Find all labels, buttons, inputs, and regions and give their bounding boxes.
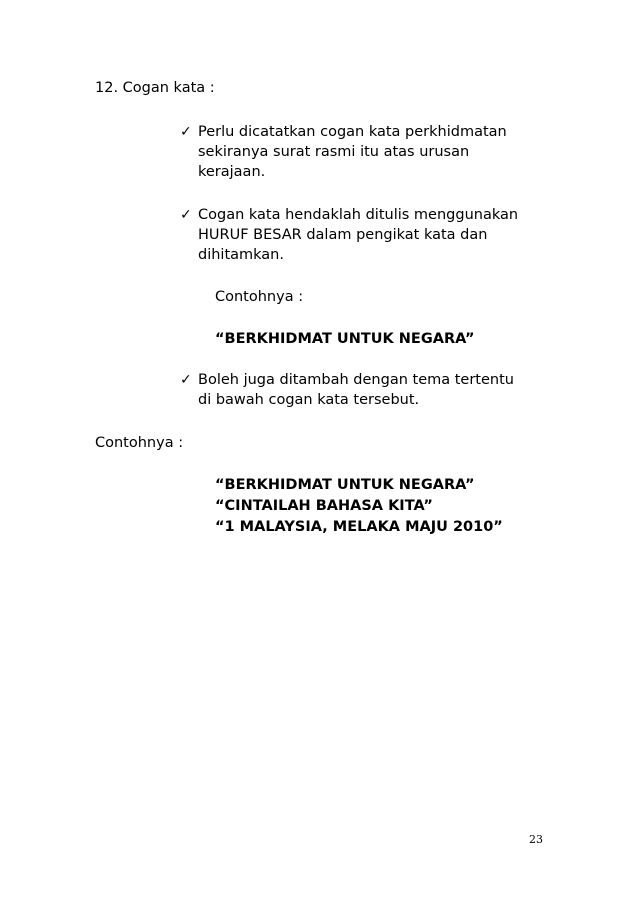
bullet-line: Cogan kata hendaklah ditulis menggunakan [198, 207, 519, 223]
bullet-text [198, 370, 558, 410]
section-heading: 12. Cogan kata : [95, 80, 215, 96]
check-mark-icon: ✓ [180, 207, 192, 223]
slogan-example: “BERKHIDMAT UNTUK NEGARA” [215, 331, 475, 347]
page-number: 23 [529, 833, 543, 846]
example-label: Contohnya : [95, 435, 184, 451]
slogan-list [215, 475, 503, 538]
slogan-item: “CINTAILAH BAHASA KITA” [215, 498, 433, 514]
check-mark-icon: ✓ [180, 372, 192, 388]
bullet-line: sekiranya surat rasmi itu atas urusan [198, 144, 470, 160]
bullet-line: di bawah cogan kata tersebut. [198, 392, 420, 408]
bullet-line: Boleh juga ditambah dengan tema tertentu [198, 372, 514, 388]
bullet-line: Perlu dicatatkan cogan kata perkhidmatan [198, 124, 507, 140]
bullet-text [198, 122, 558, 182]
bullet-line: kerajaan. [198, 164, 266, 180]
example-label: Contohnya : [215, 289, 304, 305]
slogan-item: “1 MALAYSIA, MELAKA MAJU 2010” [215, 519, 503, 535]
bullet-line: HURUF BESAR dalam pengikat kata dan [198, 227, 488, 243]
check-mark-icon: ✓ [180, 124, 192, 140]
bullet-line: dihitamkan. [198, 247, 284, 263]
bullet-text [198, 205, 558, 265]
slogan-item: “BERKHIDMAT UNTUK NEGARA” [215, 477, 475, 493]
